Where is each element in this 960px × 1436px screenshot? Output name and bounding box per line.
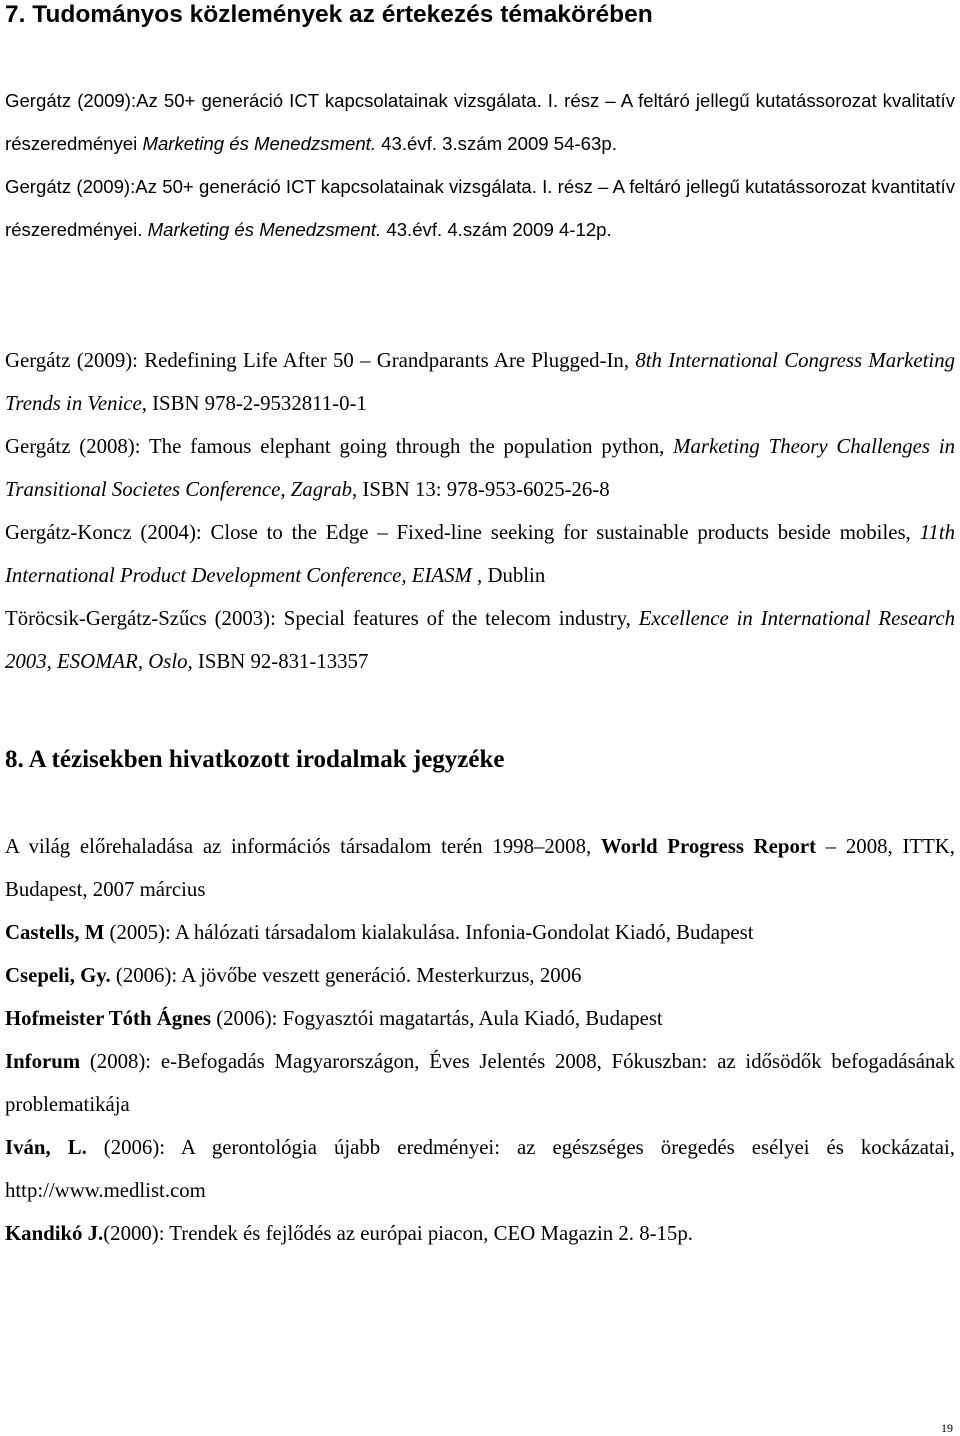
reference-entry	[5, 825, 955, 911]
publication-entry	[5, 425, 955, 511]
entry-text: Gergátz (2009):Az 50+ generáció ICT kapcsolatainak vizsgálata. I. rész – A feltáró jellegű kutatássorozat kvalitatív részeredményei	[5, 90, 955, 154]
entry-text: , ISBN 13: 978-953-6025-26-8	[352, 478, 610, 501]
venue-title: Excellence in International Research 2003, ESOMAR, Oslo,	[5, 607, 955, 673]
reference-author: Csepeli, Gy.	[5, 964, 111, 987]
entry-text: ISBN 92-831-13357	[192, 650, 369, 673]
reference-author: Hofmeister Tóth Ágnes	[5, 1007, 212, 1030]
entry-text: (2005): A hálózati társadalom kialakulása. Infonia-Gondolat Kiadó, Budapest	[104, 921, 754, 944]
page-number: 19	[941, 1421, 953, 1435]
reference-author: Inforum	[5, 1050, 81, 1073]
reference-entry	[5, 954, 955, 997]
reference-entry	[5, 997, 955, 1040]
publication-list-hungarian	[5, 79, 955, 251]
entry-text: Gergátz (2008): The famous elephant going through the population python,	[5, 435, 674, 458]
publication-entry	[5, 597, 955, 683]
journal-title: Marketing és Menedzsment.	[142, 133, 377, 154]
venue-title: Marketing Theory Challenges in Transitional Societes Conference, Zagrab	[5, 435, 955, 501]
entry-text: , Dublin	[471, 564, 546, 587]
publication-entry	[5, 79, 955, 165]
entry-text: 43.évf. 4.szám 2009 4-12p.	[381, 219, 612, 240]
entry-text: Gergátz (2009):Az 50+ generáció ICT kapcsolatainak vizsgálata. I. rész – A feltáró jellegű kutatássorozat kvantitatív részeredményei.	[5, 176, 955, 240]
reference-entry	[5, 1126, 955, 1212]
reference-author: Castells, M	[5, 921, 105, 944]
entry-text: A világ előrehaladása az információs társadalom terén 1998–2008,	[5, 835, 601, 858]
entry-text: Gergátz-Koncz (2004): Close to the Edge – Fixed-line seeking for sustainable products beside mobiles,	[5, 521, 920, 544]
reference-entry	[5, 1212, 955, 1255]
reference-list	[5, 825, 955, 1255]
reference-entry	[5, 1040, 955, 1126]
entry-text: (2006): Fogyasztói magatartás, Aula Kiadó, Budapest	[211, 1007, 663, 1030]
publication-entry	[5, 165, 955, 251]
entry-text: Töröcsik-Gergátz-Szűcs (2003): Special features of the telecom industry,	[5, 607, 639, 630]
entry-text: (2008): e-Befogadás Magyarországon, Éves Jelentés 2008, Fókuszban: az idősödők befogadásának problematikája	[5, 1050, 955, 1116]
entry-text: , ISBN 978-2-9532811-0-1	[141, 392, 367, 415]
entry-text: (2006): A jövőbe veszett generáció. Mesterkurzus, 2006	[110, 964, 582, 987]
entry-text: (2006): A gerontológia újabb eredményei: az egészséges öregedés esélyei és kockázatai, http://www.medlist.com	[5, 1136, 955, 1202]
publication-entry	[5, 511, 955, 597]
document-page	[5, 0, 955, 1245]
reference-author: Kandikó J.	[5, 1222, 104, 1245]
reference-entry	[5, 911, 955, 954]
section-8-title: 8. A tézisekben hivatkozott irodalmak jegyzéke	[5, 746, 505, 773]
reference-key: World Progress Report	[600, 835, 817, 858]
section-7-title: 7. Tudományos közlemények az értekezés témakörében	[5, 1, 653, 28]
entry-text: – 2008, ITTK, Budapest, 2007 március	[5, 835, 955, 901]
reference-author: Iván, L.	[5, 1136, 87, 1159]
entry-text: Gergátz (2009): Redefining Life After 50 – Grandparants Are Plugged-In,	[5, 349, 636, 372]
venue-title: 11th International Product Development Conference, EIASM	[5, 521, 955, 587]
publication-list-english	[5, 339, 955, 683]
journal-title: Marketing és Menedzsment.	[147, 219, 382, 240]
publication-entry	[5, 339, 955, 425]
entry-text: (2000): Trendek és fejlődés az európai piacon, CEO Magazin 2. 8-15p.	[103, 1222, 693, 1245]
entry-text: 43.évf. 3.szám 2009 54-63p.	[376, 133, 617, 154]
venue-title: 8th International Congress Marketing Trends in Venice	[5, 349, 955, 415]
